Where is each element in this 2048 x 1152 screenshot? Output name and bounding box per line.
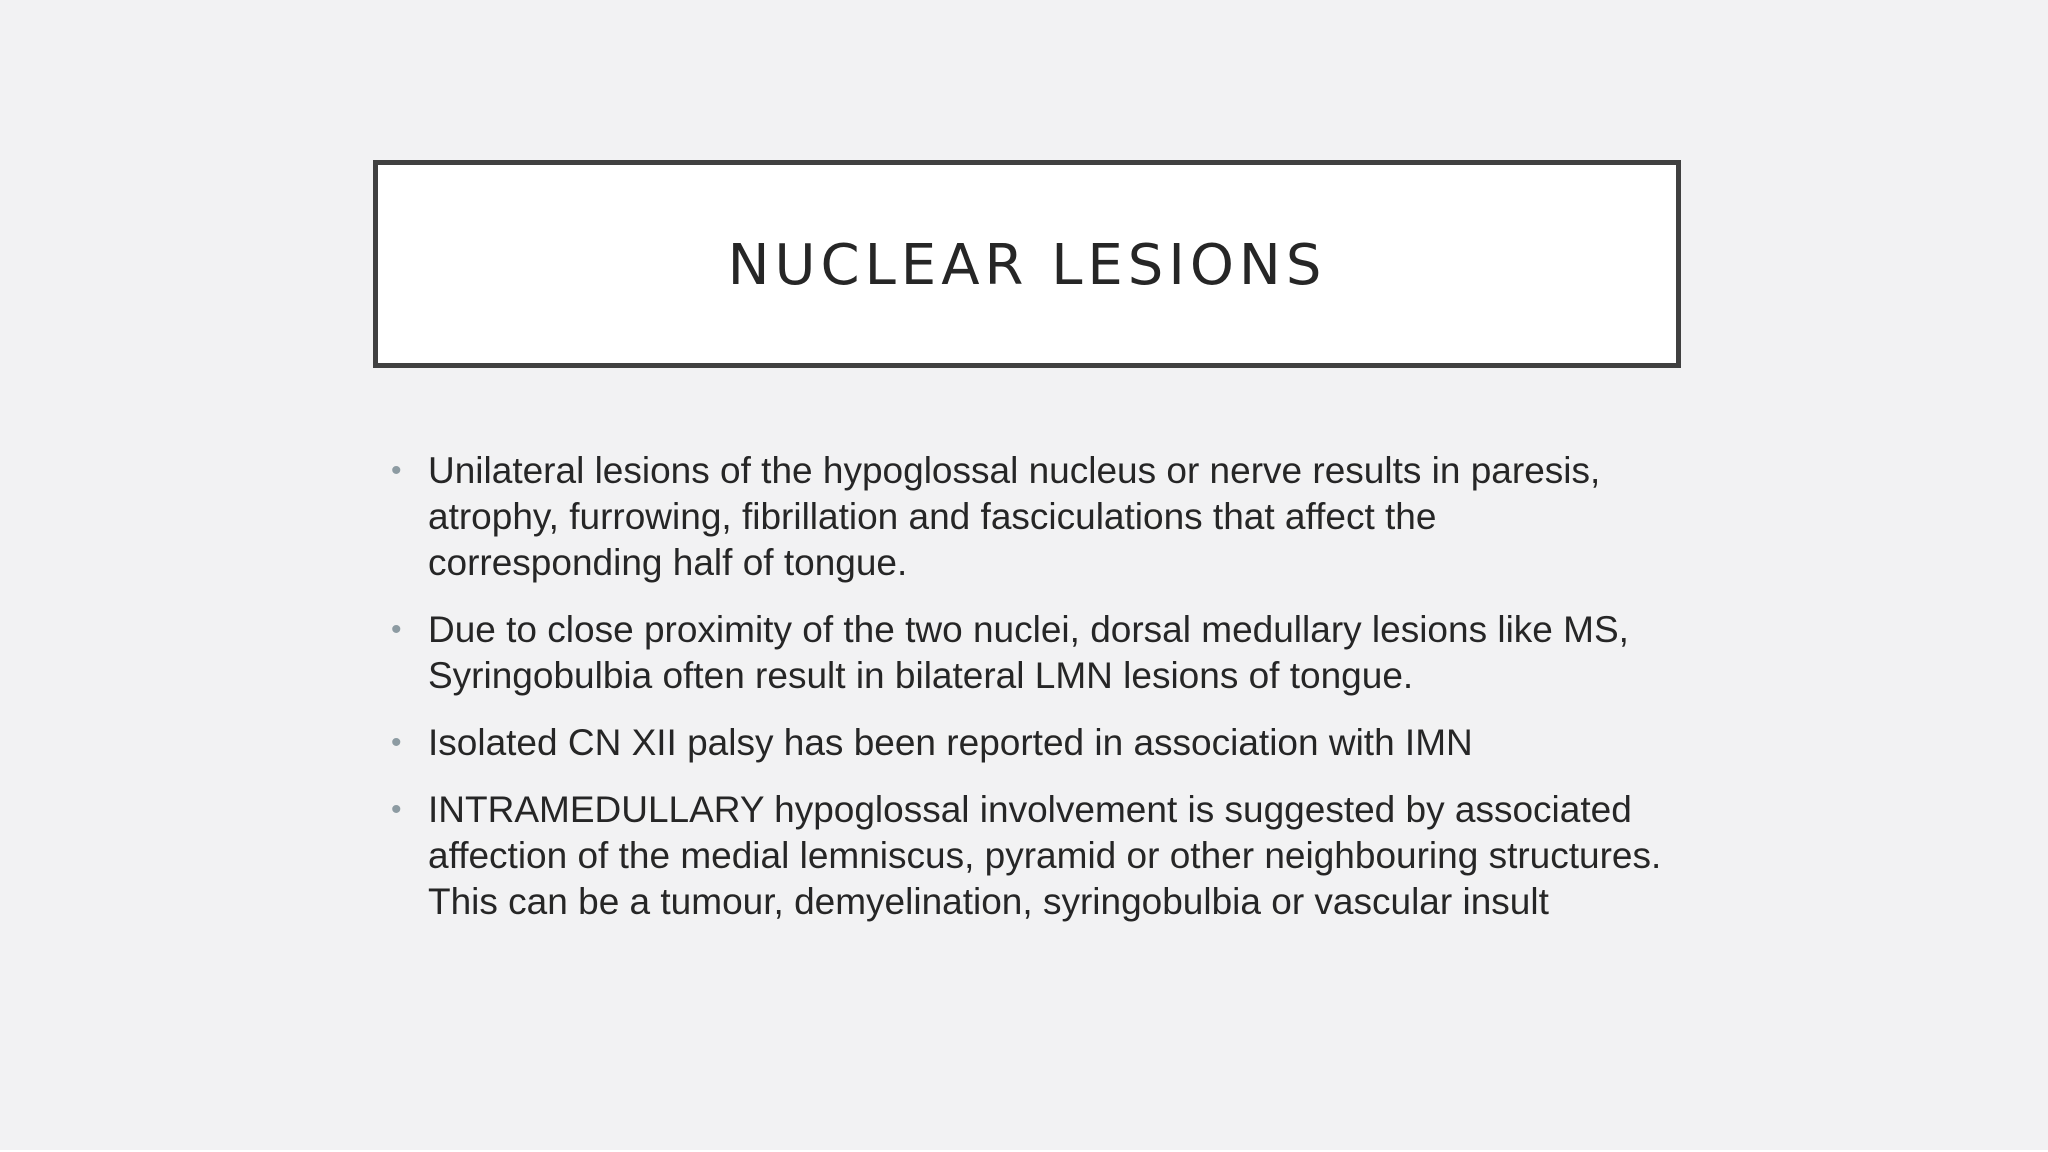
bullet-item xyxy=(380,448,1680,586)
bullet-marker-icon: • xyxy=(391,793,402,826)
bullet-marker-icon: • xyxy=(391,454,402,487)
bullet-text: Isolated CN XII palsy has been reported in association with IMN xyxy=(428,722,1473,763)
bullet-text: Due to close proximity of the two nuclei, dorsal medullary lesions like MS, Syringobulbia often result in bilateral LMN lesions of tongue. xyxy=(428,609,1629,696)
bullet-marker-icon: • xyxy=(391,726,402,759)
bullet-item xyxy=(380,607,1680,699)
bullet-text: Unilateral lesions of the hypoglossal nucleus or nerve results in paresis, atrophy, furrowing, fibrillation and fasciculations that affect the corresponding half of tongue. xyxy=(428,450,1601,583)
bullet-item xyxy=(380,720,1680,766)
slide-title: NUCLEAR LESIONS xyxy=(727,233,1327,298)
bullet-list xyxy=(380,448,1680,946)
title-box xyxy=(373,160,1681,368)
bullet-item xyxy=(380,787,1680,925)
bullet-marker-icon: • xyxy=(391,613,402,646)
bullet-text: INTRAMEDULLARY hypoglossal involvement is suggested by associated affection of the medial lemniscus, pyramid or other neighbouring structures. This can be a tumour, demyelination, syringobulbia or vascular insult xyxy=(428,789,1662,922)
